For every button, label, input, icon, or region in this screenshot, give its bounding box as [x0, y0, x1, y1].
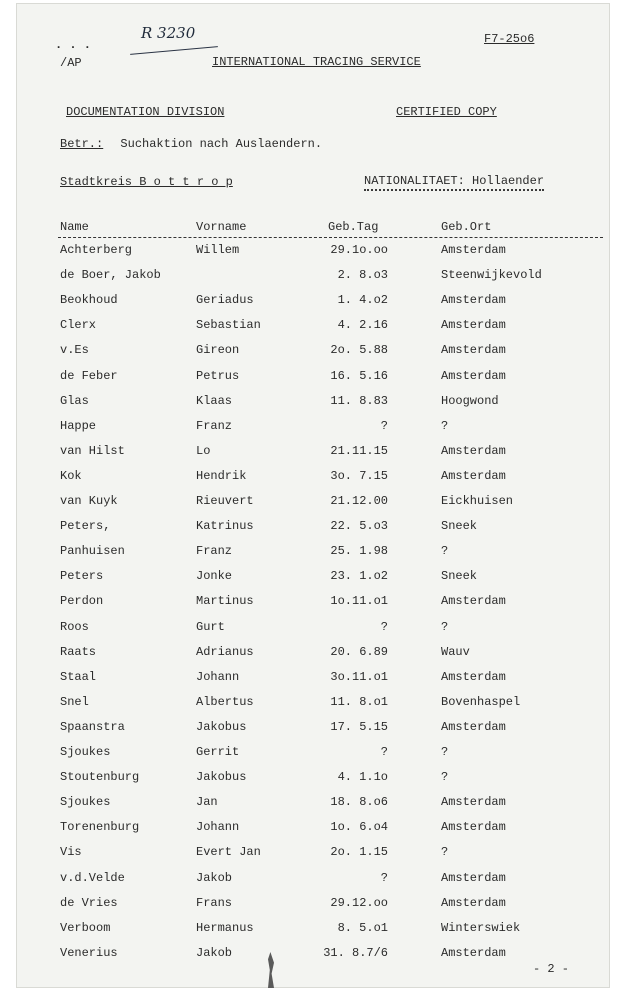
table-row: [0, 419, 628, 444]
person-birthdate: 17. 5.15: [330, 719, 388, 734]
person-firstname: Willem: [196, 243, 240, 257]
person-birthdate: 20. 6.89: [330, 644, 388, 659]
table-row: [0, 820, 628, 845]
person-firstname: Gerrit: [196, 745, 240, 759]
column-header-geb-tag: Geb.Tag: [328, 220, 379, 234]
person-birthplace: Wauv: [441, 644, 470, 659]
handwritten-reference: R 3230: [141, 24, 196, 42]
person-surname: Roos: [60, 619, 89, 634]
person-birthplace: ?: [441, 418, 449, 433]
person-birthdate: 2. 8.o3: [337, 268, 388, 283]
person-firstname: Jakobus: [196, 770, 247, 785]
person-surname: Stoutenburg: [60, 770, 140, 785]
person-birthplace: Bovenhaspel: [441, 694, 521, 709]
person-firstname: Johann: [196, 820, 240, 835]
district-label: Stadtkreis B o t t r o p: [60, 175, 233, 189]
person-surname: Achterberg: [60, 243, 133, 257]
person-birthplace: Amsterdam: [441, 343, 506, 358]
table-row: [0, 770, 628, 795]
person-firstname: Jan: [196, 795, 218, 810]
table-row: [0, 620, 628, 645]
subject-text: Suchaktion nach Auslaendern.: [120, 137, 323, 151]
person-birthdate: 29.1o.oo: [330, 243, 388, 257]
person-birthplace: Amsterdam: [441, 293, 506, 308]
person-surname: Kok: [60, 468, 82, 483]
person-firstname: Jonke: [196, 569, 233, 584]
person-birthplace: Amsterdam: [441, 443, 506, 458]
table-row: [0, 519, 628, 544]
person-surname: Venerius: [60, 945, 118, 960]
table-row: [0, 795, 628, 820]
table-row: [0, 444, 628, 469]
person-surname: Spaanstra: [60, 719, 125, 734]
person-surname: van Kuyk: [60, 494, 118, 508]
table-row: [0, 243, 628, 268]
person-birthplace: Amsterdam: [441, 719, 506, 734]
person-surname: Torenenburg: [60, 820, 140, 835]
header-divider: [58, 237, 603, 238]
person-birthdate: 4. 1.1o: [337, 770, 388, 785]
person-birthdate: ?: [380, 619, 388, 634]
table-row: [0, 720, 628, 745]
person-birthdate: 1o.11.o1: [330, 594, 388, 609]
person-firstname: Franz: [196, 544, 233, 559]
table-row: [0, 845, 628, 870]
person-birthdate: 23. 1.o2: [330, 569, 388, 584]
person-birthdate: 8. 5.o1: [337, 920, 388, 935]
certified-copy-label: CERTIFIED COPY: [396, 105, 497, 119]
person-birthplace: ?: [441, 544, 449, 559]
page-number: - 2 -: [533, 962, 570, 976]
person-surname: v.d.Velde: [60, 870, 125, 885]
table-row: [0, 343, 628, 368]
person-surname: Panhuisen: [60, 544, 125, 559]
table-row: [0, 695, 628, 720]
subject-label: Betr.:: [60, 137, 104, 151]
person-birthplace: Amsterdam: [441, 368, 506, 383]
person-firstname: Rieuvert: [196, 494, 254, 508]
person-surname: de Boer, Jakob: [60, 268, 161, 283]
table-row: [0, 645, 628, 670]
table-row: [0, 318, 628, 343]
person-firstname: Petrus: [196, 368, 240, 383]
person-firstname: Geriadus: [196, 293, 254, 308]
person-firstname: Sebastian: [196, 318, 261, 333]
person-birthplace: Sneek: [441, 519, 478, 534]
person-firstname: Hermanus: [196, 920, 254, 935]
person-birthdate: 2o. 1.15: [330, 845, 388, 860]
person-firstname: Katrinus: [196, 519, 254, 534]
person-surname: Vis: [60, 845, 82, 860]
organization-title: INTERNATIONAL TRACING SERVICE: [212, 55, 421, 69]
person-birthdate: 29.12.oo: [330, 895, 388, 910]
person-surname: de Vries: [60, 895, 118, 910]
person-birthplace: Amsterdam: [441, 895, 506, 910]
person-surname: Staal: [60, 669, 97, 684]
person-birthdate: 11. 8.83: [330, 393, 388, 408]
nationality-label: NATIONALITAET: Hollaender: [364, 174, 544, 191]
person-birthplace: Amsterdam: [441, 795, 506, 810]
column-header-geb-ort: Geb.Ort: [441, 220, 492, 234]
division-title: DOCUMENTATION DIVISION: [66, 105, 225, 119]
table-row: [0, 544, 628, 569]
person-surname: Verboom: [60, 920, 111, 935]
person-birthplace: ?: [441, 619, 449, 634]
person-birthdate: 16. 5.16: [330, 368, 388, 383]
person-firstname: Johann: [196, 669, 240, 684]
person-birthdate: 3o.11.o1: [330, 669, 388, 684]
person-birthdate: 1. 4.o2: [337, 293, 388, 308]
person-surname: Happe: [60, 418, 97, 433]
person-birthdate: ?: [380, 870, 388, 885]
person-firstname: Jakob: [196, 870, 233, 885]
person-birthplace: Amsterdam: [441, 820, 506, 835]
person-firstname: Evert Jan: [196, 845, 261, 860]
column-header-name: Name: [60, 220, 89, 234]
person-birthplace: Amsterdam: [441, 468, 506, 483]
table-row: [0, 469, 628, 494]
person-birthdate: 1o. 6.o4: [330, 820, 388, 835]
person-birthdate: 21.11.15: [330, 443, 388, 458]
person-surname: Sjoukes: [60, 745, 111, 759]
table-row: [0, 494, 628, 519]
person-birthplace: ?: [441, 845, 449, 860]
person-firstname: Adrianus: [196, 644, 254, 659]
table-row: [0, 594, 628, 619]
person-firstname: Frans: [196, 895, 233, 910]
ap-reference: /AP: [60, 56, 82, 70]
person-birthdate: ?: [380, 418, 388, 433]
person-surname: Clerx: [60, 318, 97, 333]
person-firstname: Hendrik: [196, 468, 247, 483]
person-surname: Beokhoud: [60, 293, 118, 308]
person-birthplace: Amsterdam: [441, 945, 506, 960]
person-firstname: Klaas: [196, 393, 233, 408]
person-surname: Sjoukes: [60, 795, 111, 810]
person-birthdate: 11. 8.o1: [330, 694, 388, 709]
person-surname: van Hilst: [60, 443, 125, 458]
table-row: [0, 871, 628, 896]
person-surname: Snel: [60, 694, 89, 709]
person-surname: Peters,: [60, 519, 111, 534]
person-birthplace: Hoogwond: [441, 393, 499, 408]
table-row: [0, 369, 628, 394]
person-birthdate: 21.12.00: [330, 494, 388, 508]
column-header-vorname: Vorname: [196, 220, 247, 234]
person-birthdate: ?: [380, 745, 388, 759]
person-birthplace: ?: [441, 745, 449, 759]
person-firstname: Lo: [196, 443, 211, 458]
person-birthplace: Sneek: [441, 569, 478, 584]
document-number: F7-25o6: [484, 32, 535, 46]
person-birthplace: Amsterdam: [441, 243, 506, 257]
person-birthdate: 22. 5.o3: [330, 519, 388, 534]
person-surname: Perdon: [60, 594, 104, 609]
person-surname: de Feber: [60, 368, 118, 383]
person-birthplace: Winterswiek: [441, 920, 521, 935]
table-row: [0, 293, 628, 318]
table-row: [0, 670, 628, 695]
table-row: [0, 896, 628, 921]
person-surname: Peters: [60, 569, 104, 584]
table-row: [0, 921, 628, 946]
person-birthdate: 31. 8.7/6: [323, 945, 388, 960]
person-firstname: Gurt: [196, 619, 225, 634]
person-birthplace: Eickhuisen: [441, 494, 514, 508]
person-birthdate: 2o. 5.88: [330, 343, 388, 358]
person-surname: Raats: [60, 644, 97, 659]
person-birthplace: Amsterdam: [441, 318, 506, 333]
person-birthdate: 3o. 7.15: [330, 468, 388, 483]
person-birthdate: 4. 2.16: [337, 318, 388, 333]
person-surname: Glas: [60, 393, 89, 408]
person-birthdate: 25. 1.98: [330, 544, 388, 559]
person-firstname: Jakobus: [196, 719, 247, 734]
person-birthplace: Amsterdam: [441, 870, 506, 885]
person-firstname: Albertus: [196, 694, 254, 709]
person-firstname: Martinus: [196, 594, 254, 609]
table-row: [0, 569, 628, 594]
table-row: [0, 745, 628, 770]
top-marks: . . .: [55, 38, 92, 52]
person-birthplace: ?: [441, 770, 449, 785]
person-firstname: Franz: [196, 418, 233, 433]
person-firstname: Jakob: [196, 945, 233, 960]
person-birthplace: Amsterdam: [441, 594, 506, 609]
person-firstname: Gireon: [196, 343, 240, 358]
subject-line: [60, 137, 322, 151]
person-birthplace: Amsterdam: [441, 669, 506, 684]
table-row: [0, 268, 628, 293]
person-birthplace: Steenwijkevold: [441, 268, 542, 283]
table-row: [0, 394, 628, 419]
person-surname: v.Es: [60, 343, 89, 358]
person-birthdate: 18. 8.o6: [330, 795, 388, 810]
